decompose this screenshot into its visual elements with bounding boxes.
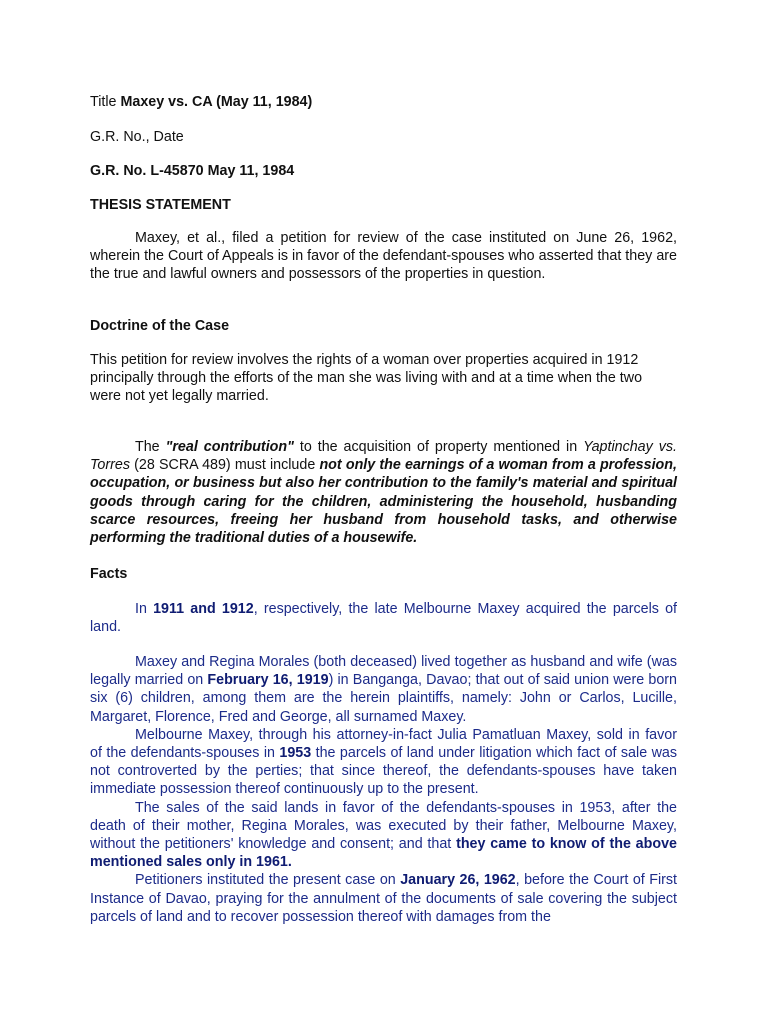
fact-text: In [135,601,154,617]
title-line [90,93,677,111]
fact-text: Petitioners instituted the present case on [135,872,401,889]
fact-text: The sales of the said lands in favor of the defendants-spouses in 1953, after the death of their mother, Regina Morales, was executed by their father, Melbourne Maxey, without the petitioners' knowledge and consent; and that [90,799,677,853]
facts-block [90,653,677,926]
facts-paragraph-5 [90,871,677,926]
contribution-term: "real contribution" [165,439,294,455]
thesis-heading: THESIS STATEMENT [90,197,231,213]
facts-heading: Facts [90,566,128,582]
title-value: Maxey vs. CA (May 11, 1984) [120,94,313,110]
fact-emphasis: they came to know of the above mentioned sales only in 1961. [90,836,677,871]
doctrine-paragraph: This petition for review involves the rights of a woman over properties acquired in 1912 principally through the efforts of the man she was living with and at a time when the two were not yet legally married. [90,352,643,405]
contribution-text: (28 SCRA 489) must include [130,457,320,474]
facts-paragraph-4 [90,799,677,872]
fact-emphasis: January 26, 1962 [400,872,516,889]
facts-paragraph-1 [90,600,677,636]
fact-text: Melbourne Maxey, through his attorney-in-fact Julia Pamatluan Maxey, sold in favor of the defendants-spouses in [90,726,677,762]
doctrine-heading: Doctrine of the Case [90,318,230,334]
fact-text: ) in Banganga, Davao; that out of said union were born six (6) children, among them are the herein plaintiffs, namely: John or Carlos, Lucille, Margaret, Florence, Fred and George, all surnamed Maxey. [90,672,677,725]
fact-text: , before the Court of First Instance of Davao, praying for the annulment of the documents of sale covering the subject parcels of land and to recover possession thereof with damages from the [90,872,678,925]
grno-value: G.R. No. L-45870 May 11, 1984 [90,163,295,179]
grno-label: G.R. No., Date [90,129,184,145]
contribution-text: to the acquisition of property mentioned in [293,439,584,455]
thesis-paragraph: Maxey, et al., filed a petition for review of the case instituted on June 26, 1962, wherein the Court of Appeals is in favor of the defendant-spouses who asserted that they are the true and lawful owners and possessors of the properties in question. [90,230,677,283]
fact-emphasis: February 16, 1919 [207,672,329,689]
fact-text: , respectively, the late Melbourne Maxey acquired the parcels of land. [90,601,678,636]
contribution-emphasis: not only the earnings of a woman from a profession, occupation, or business but also her contribution to the family's material and spiritual goods through caring for the children, administering the household, husbanding scarce resources, freeing her husband from household tasks, and otherwise performing the traditional duties of a housewife. [90,457,677,547]
fact-emphasis: 1953 [279,745,312,762]
contribution-paragraph [90,438,677,547]
title-label: Title [90,94,117,110]
fact-emphasis: 1911 and 1912 [153,601,254,617]
case-citation: Yaptinchay vs. Torres [90,439,677,474]
contribution-text: The [135,439,166,455]
facts-paragraph-3 [90,726,677,799]
fact-text: Maxey and Regina Morales (both deceased) lived together as husband and wife (was legally married on [90,654,677,689]
fact-text: the parcels of land under litigation which fact of sale was not controverted by the perties; that since thereof, the defendants-spouses have taken immediate possession thereof continuously up to the present. [90,745,677,798]
facts-paragraph-2 [90,653,677,726]
